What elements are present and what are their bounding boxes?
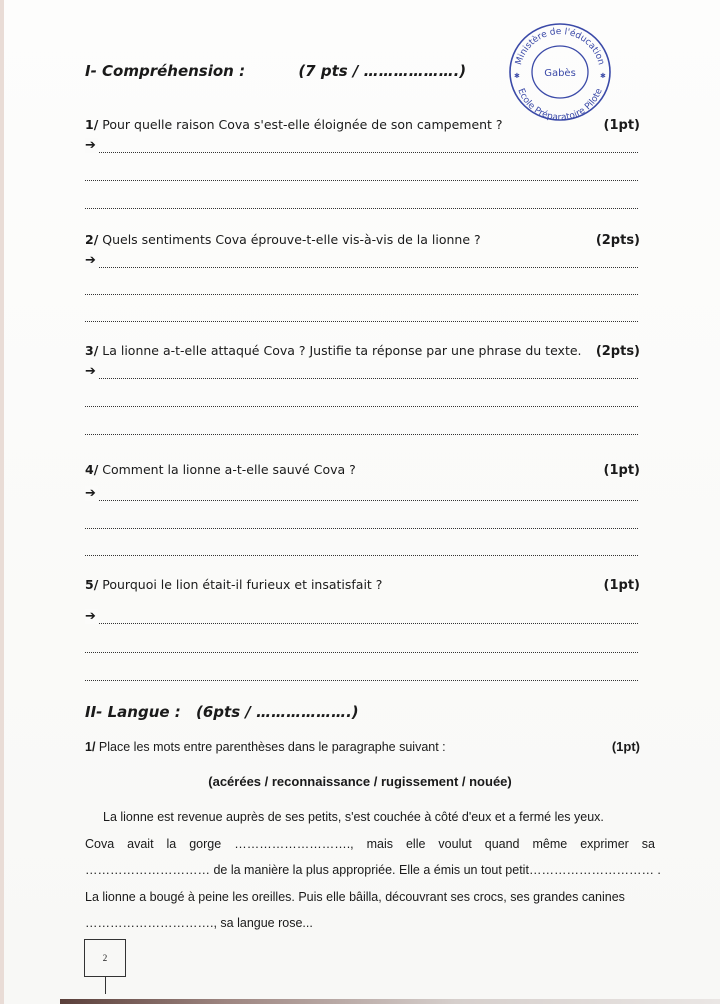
- section-title-text: I- Compréhension :: [85, 62, 246, 80]
- question-points: (1pt): [603, 578, 640, 593]
- word: elle: [405, 837, 426, 851]
- section-score: (7 pts / ……………….): [298, 62, 467, 80]
- question-text: Comment la lionne a-t-elle sauvé Cova ?: [102, 462, 356, 477]
- word: quand: [484, 837, 520, 851]
- answer-line[interactable]: [85, 284, 638, 295]
- answer-line[interactable]: [85, 670, 638, 681]
- arrow-icon: ➔: [85, 138, 96, 153]
- blank-1[interactable]: ……………………….,: [234, 837, 354, 851]
- question-number: 1/: [85, 117, 99, 132]
- word: voulut: [438, 837, 472, 851]
- paragraph-line-5[interactable]: …………………………., sa langue rose...: [85, 916, 313, 930]
- page-number-tick: [105, 976, 106, 994]
- section-comprehension-title: [85, 62, 466, 80]
- answer-line[interactable]: [85, 170, 638, 181]
- word: la: [166, 837, 177, 851]
- school-stamp: [502, 16, 618, 124]
- word: sa: [641, 837, 655, 851]
- answer-line[interactable]: [85, 253, 638, 268]
- answer-line[interactable]: [85, 518, 638, 529]
- arrow-icon: ➔: [85, 364, 96, 379]
- section-score: (6pts / ……………….): [196, 703, 359, 721]
- section-langue-title: [85, 703, 359, 721]
- arrow-icon: ➔: [85, 253, 96, 268]
- question-1: [85, 117, 640, 133]
- question-number: 3/: [85, 343, 99, 358]
- question-4: [85, 462, 640, 478]
- svg-text:✱: ✱: [514, 72, 520, 80]
- section-title-text: II- Langue :: [85, 703, 181, 721]
- page-number-box: [84, 939, 126, 977]
- answer-line[interactable]: [85, 609, 638, 624]
- question-points: (2pts): [595, 233, 640, 248]
- question-number: 2/: [85, 232, 99, 247]
- paragraph-line-2: [85, 837, 655, 851]
- answer-line[interactable]: [85, 424, 638, 435]
- blank-2-and-text[interactable]: ………………………… de la manière la plus appropriée. Elle a émis un tout petit: [85, 863, 529, 877]
- question-points: (1pt): [603, 118, 640, 133]
- question-points: (1pt): [611, 739, 640, 754]
- question-number: 5/: [85, 577, 99, 592]
- question-number: 4/: [85, 462, 99, 477]
- page-bottom-edge: [60, 999, 720, 1004]
- langue-question-1: [85, 739, 640, 754]
- stamp-bottom-text: Ecole Préparatoire Pilote: [515, 87, 605, 124]
- arrow-icon: ➔: [85, 486, 96, 501]
- answer-line[interactable]: [85, 198, 638, 209]
- word: mais: [366, 837, 394, 851]
- answer-line[interactable]: [85, 486, 638, 501]
- stamp-top-text: Ministère de l'éducation: [514, 26, 606, 67]
- question-text: Pourquoi le lion était-il furieux et insatisfait ?: [102, 577, 383, 592]
- blank-3[interactable]: ………………………… .: [528, 863, 661, 877]
- question-points: (1pt): [603, 463, 640, 478]
- answer-line[interactable]: [85, 396, 638, 407]
- word: Cova: [85, 837, 115, 851]
- paragraph-line-1: La lionne est revenue auprès de ses petits, s'est couchée à côté d'eux et a fermé les yeux.: [103, 810, 604, 824]
- answer-line[interactable]: [85, 364, 638, 379]
- answer-line[interactable]: [85, 138, 638, 153]
- word: avait: [127, 837, 154, 851]
- word: gorge: [189, 837, 222, 851]
- page-edge: [0, 0, 4, 1004]
- question-text: Quels sentiments Cova éprouve-t-elle vis-à-vis de la lionne ?: [102, 232, 481, 247]
- answer-line[interactable]: [85, 642, 638, 653]
- question-5: [85, 577, 640, 593]
- question-3: [85, 343, 640, 359]
- paragraph-line-3: [85, 863, 661, 877]
- question-points: (2pts): [595, 344, 640, 359]
- word-bank: (acérées / reconnaissance / rugissement / nouée): [208, 774, 512, 789]
- question-number: 1/: [85, 740, 96, 754]
- stamp-center-text: Gabès: [544, 68, 576, 79]
- word: exprimer: [580, 837, 629, 851]
- arrow-icon: ➔: [85, 609, 96, 624]
- answer-line[interactable]: [85, 545, 638, 556]
- page-number: 2: [102, 953, 108, 963]
- paragraph-line-4: La lionne a bougé à peine les oreilles. Puis elle bâilla, découvrant ses crocs, ses grandes canines: [85, 890, 625, 904]
- question-text: Pour quelle raison Cova s'est-elle éloignée de son campement ?: [102, 117, 503, 132]
- answer-line[interactable]: [85, 311, 638, 322]
- svg-text:✱: ✱: [600, 72, 606, 80]
- word: même: [532, 837, 568, 851]
- question-text: Place les mots entre parenthèses dans le paragraphe suivant :: [98, 740, 446, 754]
- question-2: [85, 232, 640, 248]
- question-text: La lionne a-t-elle attaqué Cova ? Justifie ta réponse par une phrase du texte.: [102, 343, 582, 358]
